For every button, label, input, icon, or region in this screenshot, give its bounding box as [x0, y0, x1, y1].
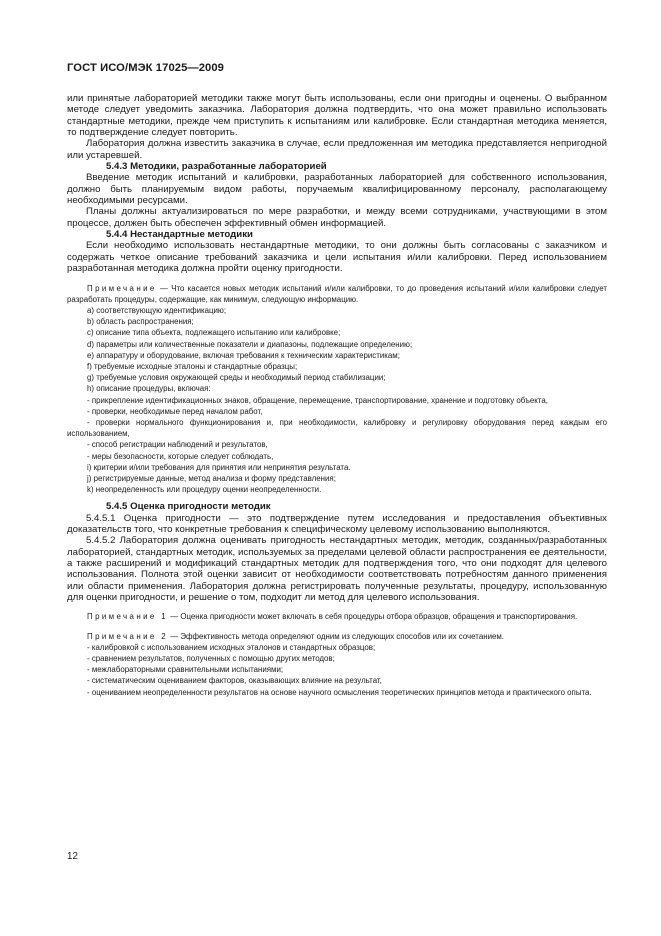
note-2-list-item: - систематическим оцениванием факторов, оказывающих влияние на результат,: [87, 676, 382, 686]
note-2-list-item: - сравнением результатов, полученных с помощью других методов;: [87, 654, 335, 664]
section-5-4-5-heading: 5.4.5 Оценка пригодности методик: [106, 501, 271, 513]
main-note-intro: [67, 283, 607, 305]
note-2-list-item: - межлабораторными сравнительными испытаниями;: [87, 665, 284, 675]
section-5-4-3-heading: 5.4.3 Методики, разработанные лабораторией: [106, 161, 327, 173]
note-2: [67, 631, 607, 698]
note-list-item: a) соответствующую идентификацию;: [87, 305, 227, 315]
note-label: Примечание: [87, 283, 157, 293]
note-list-item: h) описание процедуры, включая:: [87, 384, 211, 394]
main-note-text: — Что касается новых методик испытаний и/или калибровки, то до проведения испытаний и/или калибровки следует разработать процедуры, содержащие, как минимум, следующую информацию.: [67, 283, 607, 304]
note-1: [67, 611, 607, 622]
note-2-paragraph: [67, 631, 607, 642]
note-2-list-item: - калибровкой с использованием исходных эталонов и стандартных образцов;: [87, 642, 376, 652]
note-list-item: i) критерии и/или требования для принятия или непринятия результата.: [87, 462, 351, 472]
section-5-4-4-paragraph-1: Если необходимо использовать нестандартные методики, то они должны быть согласованы с заказчиком и содержать четкое описание требований заказчика и цели испытания и/или калибровки. Перед использованием разработанная методика должна пройти оценку пригодности.: [67, 240, 607, 275]
note-list-item: k) неопределенность или процедуру оценки неопределенности.: [87, 485, 322, 495]
note-2-list-item: - оцениванием неопределенности результатов на основе научного осмысления теоретических принципов метода и практического опыта.: [87, 687, 592, 697]
document-header: ГОСТ ИСО/МЭК 17025—2009: [67, 62, 224, 74]
note-sub-item: - прикрепление идентификационных знаков, обращение, перемещение, транспортирование, хранение и подготовку объекта,: [87, 395, 548, 405]
note-list-item: f) требуемые исходные эталоны и стандартные образцы;: [87, 361, 298, 371]
section-5-4-3-paragraph-2: Планы должны актуализироваться по мере разработки, и между всеми сотрудниками, участвующими в этом процессе, должен быть обеспечен эффективный обмен информацией.: [67, 206, 607, 229]
page-number: 12: [67, 851, 78, 862]
note-list-item: c) описание типа объекта, подлежащего испытанию или калибровке;: [87, 328, 341, 338]
note-1-paragraph: [67, 611, 607, 622]
note-sub-item: - способ регистрации наблюдений и результатов,: [87, 440, 268, 450]
note-1-text: — Оценка пригодности может включать в себя процедуры отбора образцов, обращения и транспортирования.: [168, 612, 578, 622]
note-list-item: b) область распространения;: [87, 317, 194, 327]
note-sub-item: - меры безопасности, которые следует соблюдать,: [87, 451, 274, 461]
section-5-4-5-1-paragraph: 5.4.5.1 Оценка пригодности — это подтверждение путем исследования и предоставления объективных доказательств того, что конкретные требования к специфическому целевому использованию выполняются.: [67, 512, 607, 536]
page-content: [67, 93, 607, 698]
note-list-item: g) требуемые условия окружающей среды и необходимый период стабилизации;: [87, 373, 386, 383]
note-sub-item: - проверки нормального функционирования и, при необходимости, калибровку и регулировку оборудования перед каждым его использованием,: [67, 417, 607, 439]
section-5-4-5-2-paragraph: 5.4.5.2 Лаборатория должна оценивать пригодность нестандартных методик, методик, созданных/разработанных лабораторией, стандартных методик, используемых за пределами целевой области распространения ее деятельности, а также расширений и модификаций стандартных методик для подтверждения того, что они подходят для целевого использования. Полнота этой оценки зависит от необходимости соответствовать потребностям данного применения или области применения. Лаборатория должна регистрировать полученные результаты, процедуру, использованную для оценки пригодности, и решение о том, подходит ли метод для целевого использования.: [67, 535, 607, 604]
note-list-item: e) аппаратуру и оборудование, включая требования к техническим характеристикам;: [87, 350, 400, 360]
main-note: [67, 283, 607, 496]
intro-paragraph-1: или принятые лабораторией методики также могут быть использованы, если они пригодны и оценены. О выбранном методе следует уведомить заказчика. Лаборатория должна подтвердить, что она может правильно использовать стандартные методики, прежде чем приступить к испытаниям или калибровке. Если стандартная методика меняется, то подтверждение следует повторить.: [67, 93, 607, 139]
note-1-label: Примечание 1: [87, 612, 169, 622]
note-list-item: d) параметры или количественные показатели и диапазоны, подлежащие определению;: [87, 339, 413, 349]
intro-paragraph-2: Лаборатория должна известить заказчика в случае, если предложенная им методика представляется непригодной или устаревшей.: [67, 138, 607, 161]
note-list-item: j) регистрируемые данные, метод анализа и форму представления;: [87, 473, 336, 483]
note-2-label: Примечание 2: [87, 631, 169, 641]
section-5-4-4-heading: 5.4.4 Нестандартные методики: [106, 229, 253, 241]
note-2-text: — Эффективность метода определяют одним из следующих способов или их сочетанием.: [168, 631, 504, 641]
note-sub-item: - проверки, необходимые перед началом работ,: [87, 406, 263, 416]
section-5-4-3-paragraph-1: Введение методик испытаний и калибровки, разработанных лабораторией для собственного использования, должно быть планируемым видом работы, поручаемым квалифицированному персоналу, располагающему необходимыми ресурсами.: [67, 172, 607, 207]
